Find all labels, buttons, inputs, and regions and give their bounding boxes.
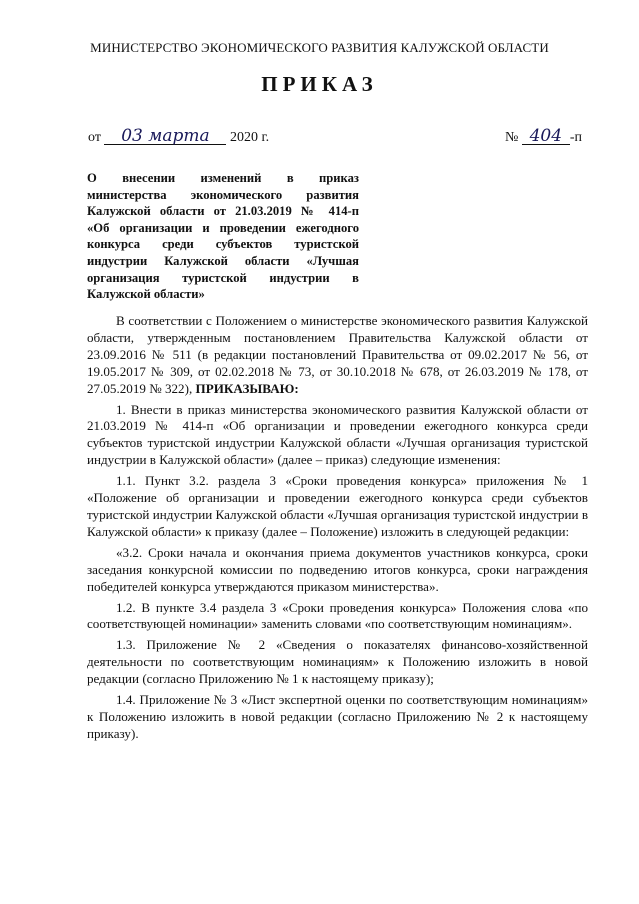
- paragraph-1-2: 1.2. В пункте 3.4 раздела 3 «Сроки проведения конкурса» Положения слова «по соответствующей номинации» заменить словами «по соответствующим номинациям».: [87, 599, 588, 632]
- subject-line: Калужской области от 21.03.2019 № 414-п: [87, 204, 359, 219]
- subject-line: индустрии Калужской области «Лучшая: [87, 253, 359, 268]
- paragraph-intro: [87, 313, 588, 398]
- ministry-name: МИНИСТЕРСТВО ЭКОНОМИЧЕСКОГО РАЗВИТИЯ КАЛУЖСКОЙ ОБЛАСТИ: [90, 40, 549, 55]
- number-prefix: №: [504, 130, 519, 145]
- paragraph-quote: «3.2. Сроки начала и окончания приема документов участников конкурса, сроки заседания конкурсной комиссии по подведению итогов конкурса, сроки награждения победителей конкурса утверждаются приказом министерства».: [87, 544, 588, 594]
- paragraph-1: 1. Внести в приказ министерства экономического развития Калужской области от 21.03.2019 № 414-п «Об организации и проведении ежегодного конкурса среди субъектов туристской индустрии Калужской области «Лучшая организация туристской индустрии в Калужской области» (далее – приказ) следующие изменения:: [87, 401, 588, 468]
- page-title: ПРИКАЗ: [261, 72, 378, 96]
- subject-line: О внесении изменений в приказ: [87, 171, 359, 185]
- paragraph-1-1: 1.1. Пункт 3.2. раздела 3 «Сроки проведения конкурса» приложения № 1 «Положение об организации и проведении ежегодного конкурса среди субъектов туристской индустрии Калужской области «Лучшая организация туристской индустрии в Калужской области» к приказу (далее – Положение) изложить в следующей редакции:: [87, 473, 588, 539]
- handwritten-date: 03 марта: [104, 128, 226, 145]
- subject-line: «Об организации и проведении ежегодного: [87, 220, 359, 235]
- number-suffix: -п: [569, 130, 582, 145]
- handwritten-number: 404: [522, 128, 570, 145]
- order-subject: [87, 170, 359, 303]
- date-prefix: от: [88, 130, 101, 145]
- order-body: [87, 313, 588, 743]
- subject-line: организация туристской индустрии в: [87, 270, 359, 285]
- order-date: [88, 128, 269, 146]
- intro-text: В соответствии с Положением о министерстве экономического развития Калужской области, утвержденным постановлением Правительства Калужской области от 23.09.2016 № 511 (в редакции постановлений Правительства от 09.02.2017 № 56, от 19.05.2017 № 309, от 02.02.2018 № 73, от 30.10.2018 № 678, от 26.03.2019 № 178, от 27.05.2019 № 322),: [87, 313, 588, 396]
- subject-line: конкурса среди субъектов туристской: [87, 237, 359, 252]
- date-year: 2020 г.: [229, 130, 270, 145]
- intro-command: ПРИКАЗЫВАЮ:: [195, 380, 299, 396]
- subject-line: Калужской области»: [87, 287, 205, 302]
- order-number: [505, 128, 582, 146]
- paragraph-1-3: 1.3. Приложение № 2 «Сведения о показателях финансово-хозяйственной деятельности по соответствующим номинациям» к Положению изложить в новой редакции (согласно Приложению № 1 к настоящему приказу);: [87, 637, 588, 687]
- paragraph-1-4: 1.4. Приложение № 3 «Лист экспертной оценки по соответствующим номинациям» к Положению изложить в новой редакции (согласно Приложению № 2 к настоящему приказу).: [87, 692, 588, 741]
- subject-line: министерства экономического развития: [87, 187, 359, 202]
